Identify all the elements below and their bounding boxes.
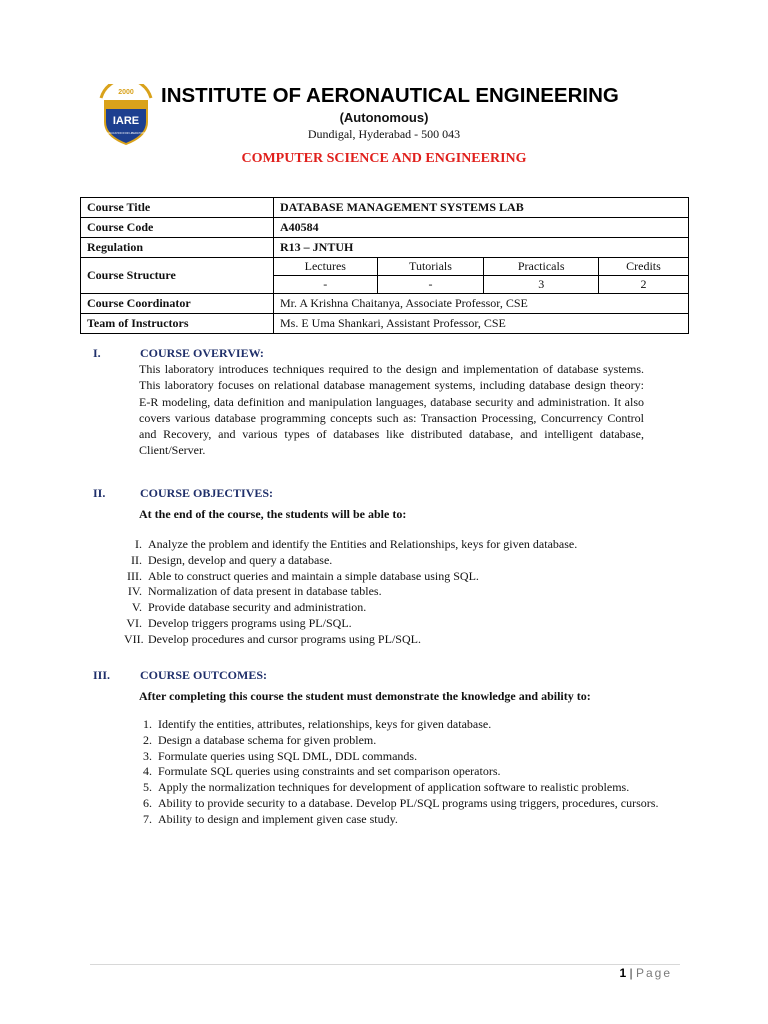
list-item — [124, 584, 664, 600]
list-item — [124, 553, 664, 569]
list-item — [124, 632, 664, 648]
list-item — [134, 749, 678, 765]
structure-header-practicals: Practicals — [484, 258, 599, 276]
list-item — [134, 764, 678, 780]
overview-section-title: COURSE OVERVIEW: — [140, 346, 264, 360]
list-item-number: 4. — [143, 764, 152, 779]
course-title-label: Course Title — [81, 198, 274, 218]
list-item — [124, 616, 664, 632]
list-item — [134, 717, 678, 733]
instructors-label: Team of Instructors — [81, 314, 274, 334]
list-item-text: Apply the normalization techniques for development of application software to realistic problems. — [158, 780, 630, 795]
list-item-text: Develop triggers programs using PL/SQL. — [148, 615, 352, 630]
structure-header-tutorials: Tutorials — [377, 258, 484, 276]
list-item-text: Provide database security and administration. — [148, 600, 367, 615]
list-item-number: VI. — [126, 615, 142, 630]
list-item-text: Design, develop and query a database. — [148, 552, 333, 567]
overview-section-number: I. — [93, 346, 101, 360]
instructors-value: Ms. E Uma Shankari, Assistant Professor, CSE — [274, 314, 689, 334]
list-item-number: IV. — [127, 584, 142, 599]
list-item-number: 1. — [143, 717, 152, 731]
overview-paragraph: This laboratory introduces techniques required to the design and implementation of database systems. This laboratory focuses on relational database management systems, including database design theory: E-R modeling, data definition and manipulation languages, database security and administration. It also covers various database programming concepts such as: Transaction Processing, Concurrency Control and Recovery, and various types of databases like distributed database, and intelligent database, Client/Server. — [139, 362, 644, 458]
footer-separator: | — [629, 966, 633, 980]
list-item — [124, 600, 664, 616]
department-title: COMPUTER SCIENCE AND ENGINEERING — [241, 151, 527, 166]
list-item-number: 2. — [143, 732, 152, 747]
table-row — [81, 294, 689, 314]
list-item-number: 7. — [143, 811, 152, 826]
structure-header-lectures: Lectures — [274, 258, 378, 276]
list-item-number: I. — [135, 537, 142, 551]
course-code-value: A40584 — [274, 218, 689, 238]
structure-value-practicals: 3 — [484, 276, 599, 294]
objectives-section-number: II. — [93, 486, 106, 500]
list-item — [124, 537, 664, 553]
table-row — [81, 314, 689, 334]
list-item-text: Formulate queries using SQL DML, DDL commands. — [158, 748, 418, 763]
list-item-number: 6. — [143, 795, 152, 810]
logo-year: 2000 — [118, 89, 134, 96]
list-item-number: VII. — [124, 631, 144, 646]
objectives-section-title: COURSE OBJECTIVES: — [140, 486, 274, 500]
structure-value-lectures: - — [274, 276, 378, 294]
structure-value-tutorials: - — [377, 276, 484, 294]
course-title-value: DATABASE MANAGEMENT SYSTEMS LAB — [274, 198, 689, 218]
list-item-text: Design a database schema for given problem. — [158, 732, 377, 747]
list-item-text: Analyze the problem and identify the Entities and Relationships, keys for given database. — [148, 537, 578, 551]
coordinator-label: Course Coordinator — [81, 294, 274, 314]
list-item-number: V. — [131, 600, 142, 615]
course-structure-label: Course Structure — [81, 258, 274, 294]
list-item-text: Identify the entities, attributes, relationships, keys for given database. — [158, 717, 492, 731]
structure-header-credits: Credits — [598, 258, 688, 276]
list-item — [134, 812, 678, 828]
course-code-label: Course Code — [81, 218, 274, 238]
page-number: 1 — [619, 966, 627, 980]
list-item — [124, 569, 664, 585]
list-item-text: Develop procedures and cursor programs using PL/SQL. — [148, 631, 421, 646]
list-item-number: 3. — [143, 748, 152, 763]
outcomes-section-title: COURSE OUTCOMES: — [140, 668, 268, 682]
institute-name: INSTITUTE OF AERONAUTICAL ENGINEERING — [161, 84, 619, 107]
outcomes-list — [134, 717, 678, 828]
list-item-number: II. — [131, 552, 142, 567]
logo-text: IARE — [112, 115, 140, 127]
objectives-intro: At the end of the course, the students will be able to: — [139, 507, 407, 521]
list-item-text: Ability to provide security to a database. Develop PL/SQL programs using triggers, procedures, cursors. — [158, 795, 659, 810]
list-item-text: Ability to design and implement given case study. — [158, 811, 398, 826]
list-item — [134, 780, 678, 796]
table-row — [81, 218, 689, 238]
outcomes-section-number: III. — [93, 668, 111, 682]
table-row — [81, 238, 689, 258]
regulation-label: Regulation — [81, 238, 274, 258]
autonomous-label: (Autonomous) — [339, 110, 429, 125]
list-item-number: III. — [127, 568, 142, 583]
coordinator-value: Mr. A Krishna Chaitanya, Associate Professor, CSE — [274, 294, 689, 314]
list-item-number: 5. — [143, 780, 152, 795]
list-item-text: Able to construct queries and maintain a simple database using SQL. — [148, 568, 479, 583]
page-footer — [619, 966, 672, 980]
course-info-table — [80, 197, 689, 334]
table-row — [81, 198, 689, 218]
objectives-list — [124, 537, 664, 648]
list-item-text: Normalization of data present in database tables. — [148, 584, 382, 599]
logo-motto: EDUCATION FOR LIBERATION — [107, 132, 145, 135]
table-row — [81, 258, 689, 276]
list-item — [134, 796, 678, 812]
regulation-value: R13 – JNTUH — [274, 238, 689, 258]
page-word: Page — [635, 966, 672, 980]
institute-address: Dundigal, Hyderabad - 500 043 — [307, 127, 461, 141]
list-item — [134, 733, 678, 749]
outcomes-intro: After completing this course the student must demonstrate the knowledge and ability to: — [139, 689, 591, 703]
footer-divider — [90, 964, 680, 965]
structure-value-credits: 2 — [598, 276, 688, 294]
list-item-text: Formulate SQL queries using constraints and set comparison operators. — [158, 764, 501, 779]
